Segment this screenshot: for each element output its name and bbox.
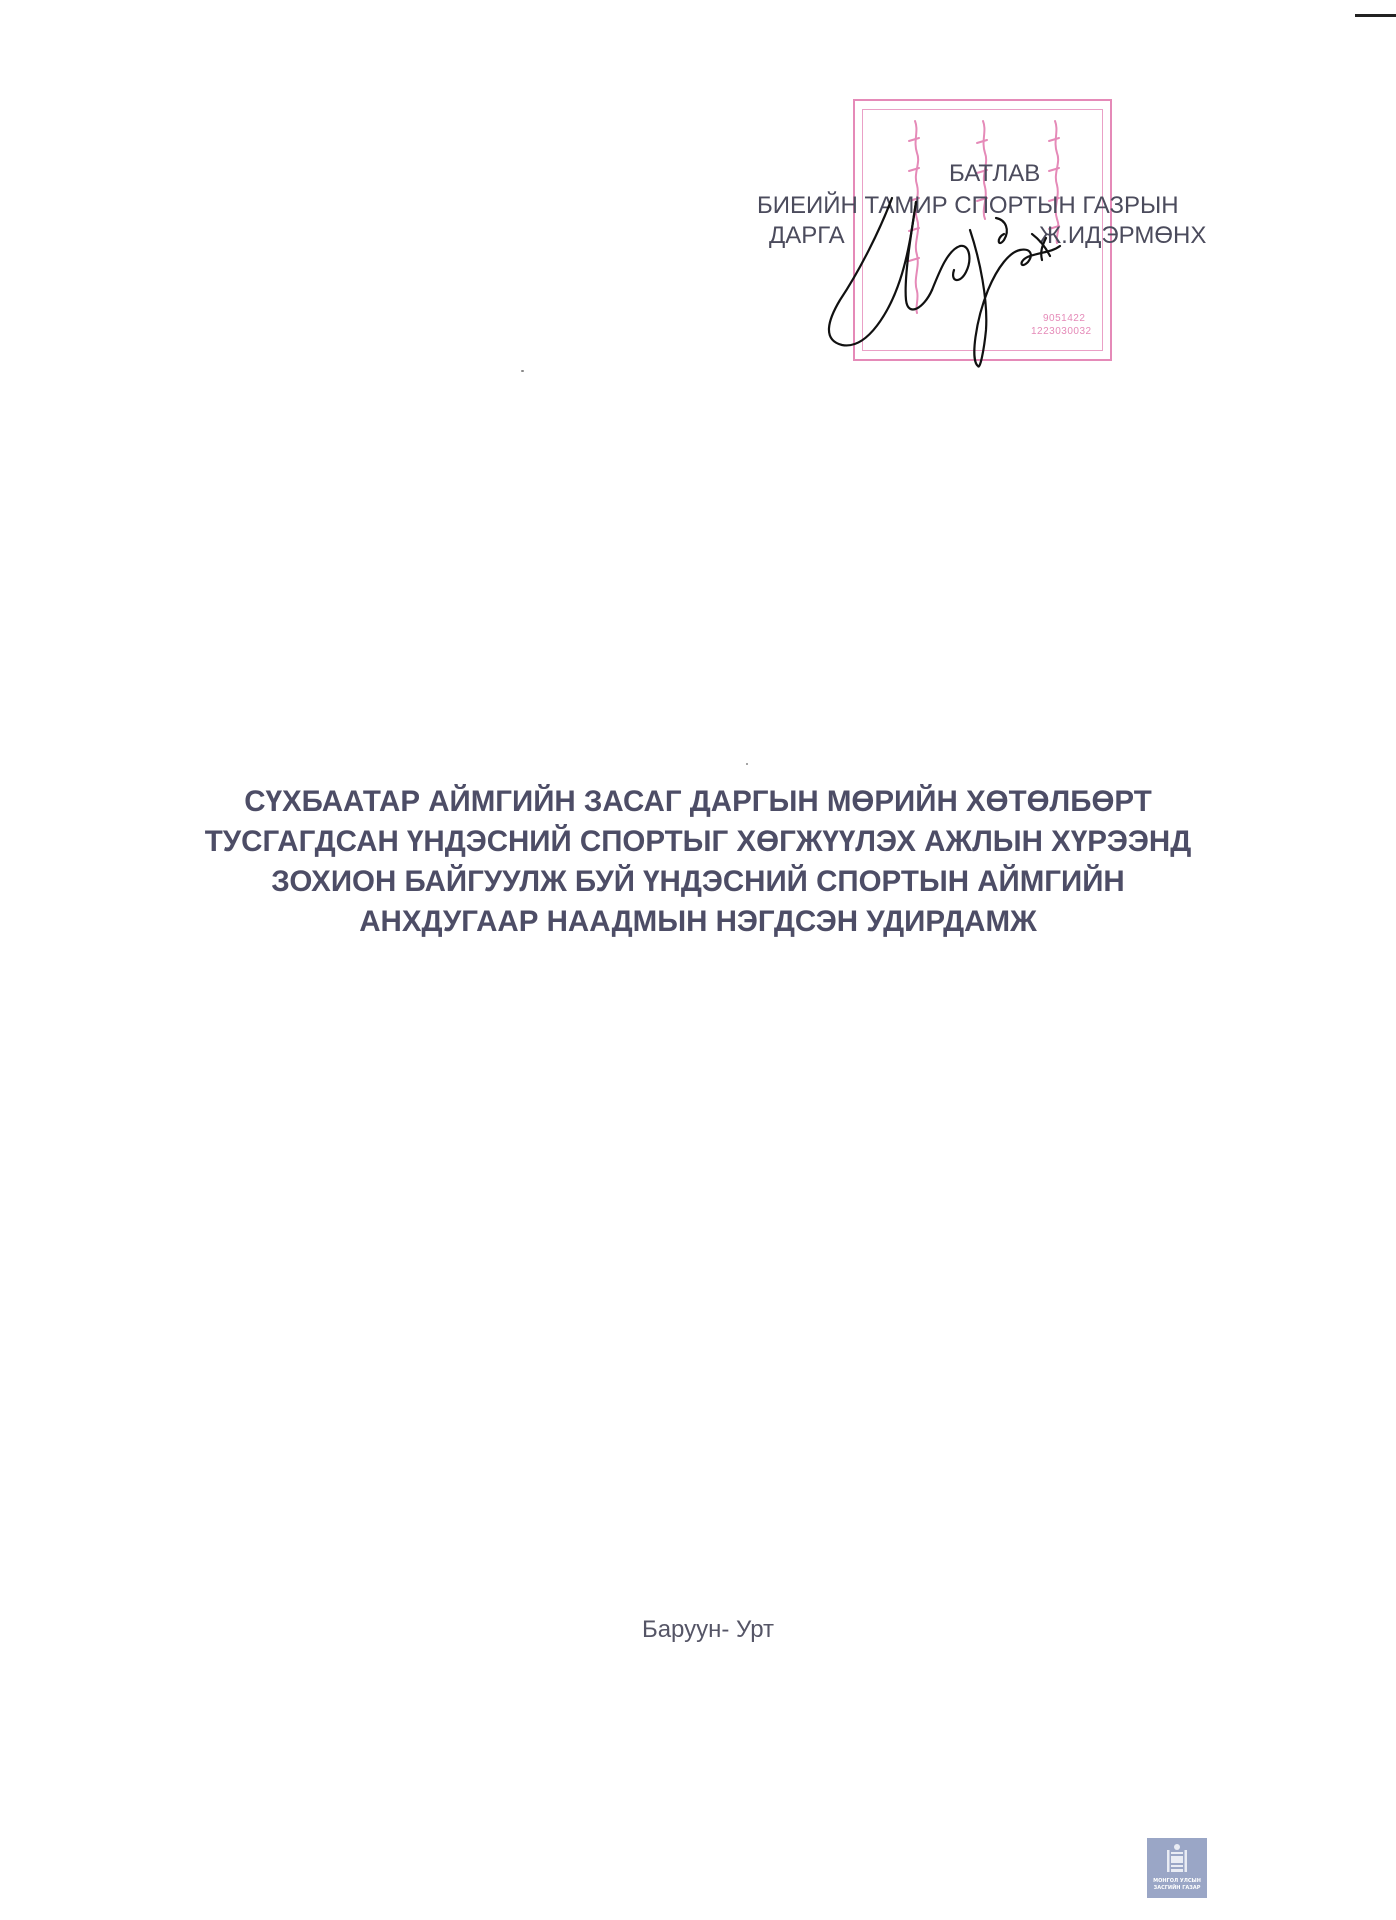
title-line-3: ЗОХИОН БАЙГУУЛЖ БУЙ ҮНДЭСНИЙ СПОРТЫН АЙМГИЙН <box>271 865 1125 898</box>
approve-word: БАТЛАВ <box>949 160 1041 187</box>
approval-role: ДАРГА <box>769 222 845 249</box>
place-name: Баруун- Урт <box>641 1616 775 1643</box>
approval-organization: БИЕИЙН ТАМИР СПОРТЫН ГАЗРЫН <box>757 192 1179 219</box>
title-line-1: СҮХБААТАР АЙМГИЙН ЗАСАГ ДАРГЫН МӨРИЙН ХӨТӨЛБӨРТ <box>244 785 1152 818</box>
scan-speck <box>521 370 524 372</box>
scan-speck <box>746 763 748 765</box>
corner-scan-mark <box>1355 14 1396 17</box>
government-emblem-icon <box>1147 1838 1207 1898</box>
document-title <box>150 782 1246 942</box>
emblem-line-2: ЗАСГИЙН ГАЗАР <box>1153 1885 1201 1891</box>
approval-person: Ж.ИДЭРМӨНХ <box>1039 222 1207 249</box>
stamp-code-2: 1223030032 <box>1031 326 1092 337</box>
title-line-4: АНХДУГААР НААДМЫН НЭГДСЭН УДИРДАМЖ <box>359 905 1037 938</box>
title-line-2: ТУСГАГДСАН ҮНДЭСНИЙ СПОРТЫГ ХӨГЖҮҮЛЭХ АЖЛЫН ХҮРЭЭНД <box>204 825 1192 858</box>
stamp-code-1: 9051422 <box>1043 313 1086 324</box>
emblem-line-1: МОНГОЛ УЛСЫН <box>1153 1878 1201 1884</box>
handwritten-signature <box>820 190 1080 380</box>
